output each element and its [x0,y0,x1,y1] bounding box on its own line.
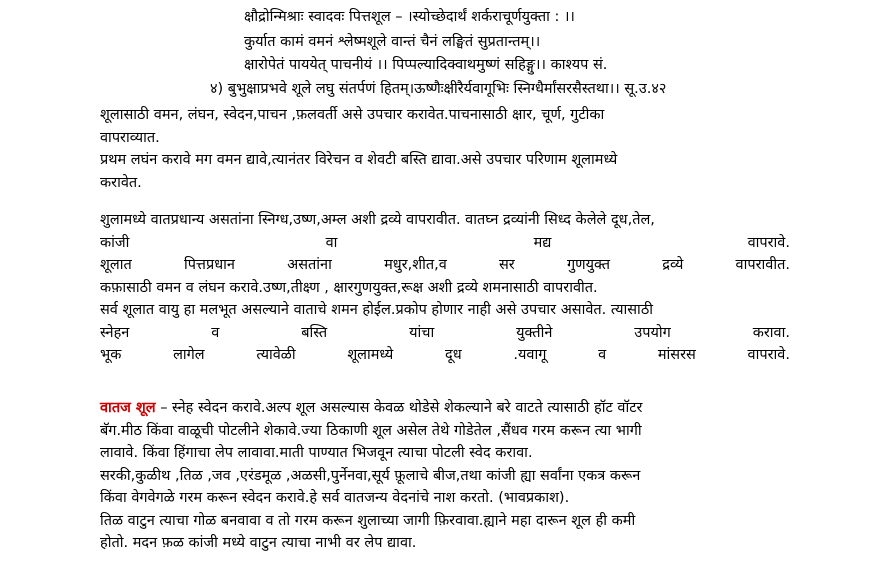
paragraph-line: तिळ वाटुन त्याचा गोळ बनवावा व तो गरम करून शुलाच्या जागी फ़िरवावा.ह्याने महा दारून शूल ही कमी [100,512,636,529]
word: व [598,347,607,363]
paragraph-line: शुलामध्ये वातप्रधान्य असतांना स्निग्ध,उष्ण,अम्ल अशी द्रव्ये वापरावीत. वातघ्न द्रव्यांनी सिध्द केलेले दूध,तेल, [100,212,655,228]
word: द्रव्ये [662,257,684,273]
word: असतांना [287,257,332,273]
word: बस्ति [301,324,328,341]
paragraph-line-justified [100,344,790,367]
word: शूलामध्ये [347,347,394,363]
word: वापरावे. [747,347,790,363]
word: सर [498,257,515,273]
word: करावा. [752,324,790,341]
word: यांचा [409,324,435,341]
word: व [211,324,220,341]
word: लागेल [173,347,205,363]
word: .यवागू [513,347,547,363]
word: पित्तप्रधान [183,257,235,273]
word: वापरावे. [747,234,790,251]
paragraph-treatment-sequence [100,149,790,194]
word: दूध [445,347,462,363]
verse-line-3: क्षारोपेतं पाययेत् पाचनीयं ।। पिप्पल्यादिक्वाथमुष्णं सहिङ्गु।। काश्यप सं. [244,57,608,73]
word: स्नेहन [100,324,130,341]
paragraph-treatment-overview [100,104,790,149]
section-vataj-shool [100,397,790,555]
paragraph-line: कफ़ासाठी वमन व लंघन करावे.उष्ण,तीक्ष्ण , क्षारगुणयुक्त,रूक्ष अशी द्रव्ये शमनासाठी वापरावीत. [100,279,598,296]
paragraph-line: सरकी,कुळीथ ,तिळ ,जव ,एरंडमूळ ,अळसी,पुर्नेनवा,सूर्य फ़ूलाचे बीज,तथा कांजी ह्या सर्वांना एकत्र करून [100,467,641,484]
paragraph-line: किंवा वेगवेगळे गरम करून स्वेदन करावे.हे सर्व वातजन्य वेदनांचे नाश करतो. (भावप्रकाश). [100,490,570,506]
paragraph-line-justified [100,322,790,345]
paragraph-line: वापराव्यात. [100,129,160,146]
paragraph-line: शूलासाठी वमन, लंघन, स्वेदन,पाचन ,फ़लवर्ती असे उपचार करावेत.पाचनासाठी क्षार, चूर्ण, गुटीका [100,107,605,123]
section-heading-vataj: वातज शूल [100,400,156,416]
word: मांसरस [657,347,696,363]
word: वा [325,234,338,251]
paragraph-line: प्रथम लघंन करावे मग वमन द्यावे,त्यानंतर विरेचन व शेवटी बस्ति द्यावा.असे उपचार परिणाम शूलामध्ये [100,152,618,168]
paragraph-line-justified [100,232,790,255]
word: त्यावेळी [256,347,296,363]
word: उपयोग [634,324,671,341]
paragraph-line: करावेत. [100,174,142,191]
word: भूक [100,347,122,363]
paragraph-line: होतो. मदन फ़ळ कांजी मध्ये वाटुन त्याचा नाभी वर लेप द्यावा. [100,535,417,551]
word: शूलात [100,257,132,273]
word: युक्तीने [516,324,553,341]
word: गुणयुक्त [566,257,611,273]
paragraph-line: बॅग.मीठ किंवा वाळूची पोटलीने शेकावे.ज्या ठिकाणी शूल असेल तेथे गोडेतेल ,सैंधव गरम करून त्या भागी [100,422,642,439]
paragraph-line [100,397,790,420]
paragraph-line: सर्व शूलात वायु हा मलभूत असल्याने वाताचे शमन होईल.प्रकोप होणार नाही असे उपचार असावेत. त्यासाठी [100,302,653,318]
word: वापरावीत. [735,257,790,273]
heading-line-rest: – स्नेह स्वेदन करावे.अल्प शूल असल्यास केवळ थोडेसे शेकल्याने बरे वाटते त्यासाठी हॉट वॉटर [155,400,643,416]
verse-line-2: कुर्यात कामं वमनं श्लेष्मशूले वान्तं चैनं लङ्घितं सुप्रतान्तम्।। [244,34,541,50]
paragraph-line: लावावे. किंवा हिंगाचा लेप लावावा.माती पाण्यात भिजवून त्याचा पोटली स्वेद करावा. [100,445,533,461]
word: कांजी [100,234,130,251]
word: मधुर,शीत,व [384,257,447,273]
paragraph-line-justified [100,254,790,277]
paragraph-dosha-treatment [100,209,790,367]
verse-line-1: क्षौद्रोन्मिश्राः स्वादवः पित्तशूल – ।स्योच्छेदार्थं शर्कराचूर्णयुक्ता : ।। [244,9,575,25]
verse-line-4-reference: ४) बुभुक्षाप्रभवे शूले लघु संतर्पणं हितम्।ऊष्णैःक्षीरैर्यवागूभिः स्निग्धैर्मांसरसैस्तथा।। सू.उ.४२ [210,81,667,97]
word: मद्य [533,234,552,251]
